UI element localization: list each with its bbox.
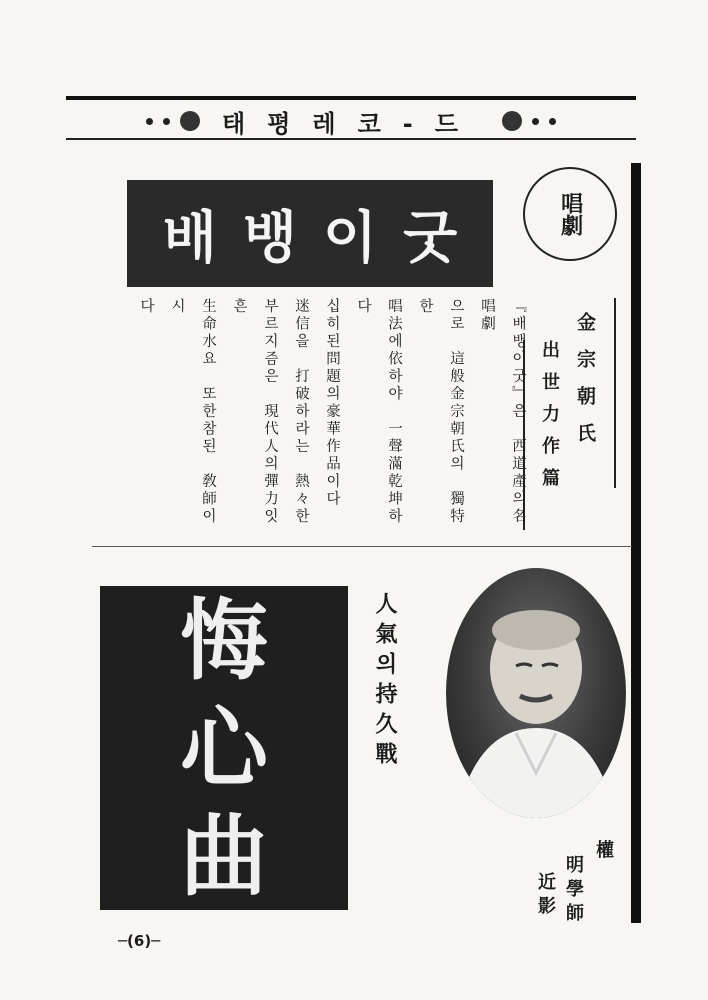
portrait-figure	[446, 568, 626, 818]
dot-icon	[549, 118, 556, 125]
header-title: 태평레코-드	[222, 109, 480, 138]
body-line: 唱法에依하야 一聲滿乾坤하다	[355, 298, 402, 526]
body-line: 『배뱅이굿』은 西道產의名唱劇	[479, 298, 526, 526]
dot-icon	[163, 118, 170, 125]
body-line: 부르지즘은 現代人의彈力잇흔	[231, 298, 278, 526]
portrait-photo	[446, 568, 626, 818]
author-right-rule	[614, 298, 616, 488]
body-line: 으로 這般金宗朝氏의 獨特한	[417, 298, 464, 526]
genre-label: 唱劇	[557, 192, 584, 236]
dot-icon	[502, 111, 522, 131]
body-line: 生命水요 또한참된 敎師이시	[169, 298, 216, 526]
author-name: 金宗朝氏	[574, 312, 596, 460]
photo-caption-line: 明學師	[563, 855, 584, 927]
dot-icon	[180, 111, 200, 131]
photo-caption-line: 近影	[535, 872, 556, 920]
right-border-bar	[631, 163, 641, 923]
article-body	[130, 298, 533, 538]
photo-caption-line: 權	[593, 840, 614, 864]
calligraphy-char: 悔	[179, 588, 268, 692]
title-banner	[127, 180, 493, 287]
calligraphy-panel	[100, 586, 348, 910]
genre-circle	[523, 167, 617, 261]
dot-icon	[532, 118, 539, 125]
author-subtitle: 出世力作篇	[539, 340, 560, 500]
body-line: 다	[138, 298, 154, 316]
page-number: ─(6)─	[118, 932, 161, 950]
calligraphy-char: 心	[179, 696, 268, 800]
body-line: 십히된問題의豪華作品이다	[324, 298, 340, 508]
section-divider	[92, 546, 632, 547]
banner-title: 배뱅이굿	[162, 205, 484, 271]
feature-caption: 人氣의持久戰	[372, 592, 398, 772]
header-banner	[66, 104, 636, 138]
dot-icon	[146, 118, 153, 125]
header-top-rule	[66, 96, 636, 100]
body-line: 迷信을 打破하라는 熱々한	[293, 298, 309, 526]
calligraphy-char: 曲	[179, 804, 268, 908]
